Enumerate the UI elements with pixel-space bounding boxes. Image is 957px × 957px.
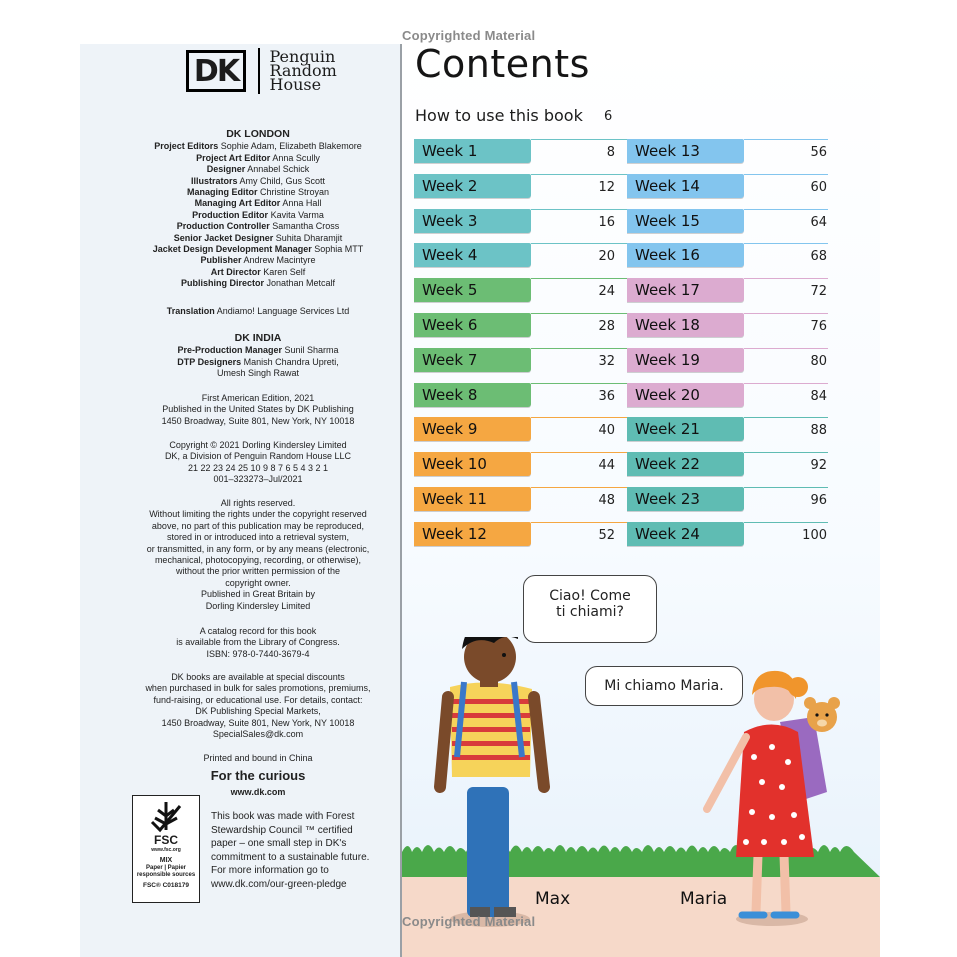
week-tab [414,209,531,233]
week-entry[interactable] [414,383,628,407]
credit-names: Sophia MTT [314,244,364,255]
watermark-top: Copyrighted Material [402,28,536,43]
credit-role: Designer [206,164,246,175]
week-page-number: 40 [598,423,615,439]
credit-row [118,176,398,187]
text-line: 1450 Broadway, Suite 801, New York, NY 10018 [161,717,355,728]
week-tab [414,522,531,546]
week-entry[interactable] [627,313,828,337]
week-tab [414,383,531,407]
week-rule [531,383,628,384]
credits-london [118,129,398,290]
special-sales-info [118,672,398,740]
credit-role: Project Editors [154,141,219,152]
week-page-number: 48 [598,493,615,508]
text-line: DK books are available at special discounts [171,672,345,682]
week-entry[interactable] [414,452,628,476]
fsc-logo: FSC www.fsc.org MIX Paper | Papier responsible sources FSC® C018179 [132,795,200,903]
week-rule [744,417,828,418]
text-line: ISBN: 978-0-7440-3679-4 [206,648,310,659]
week-page-number: 64 [810,214,827,230]
name-maria: Maria [680,889,728,909]
credit-names: Samantha Cross [272,221,340,232]
credit-row [118,255,398,266]
week-rule [744,383,828,384]
credit-names: Annabel Schick [247,164,310,175]
week-entry[interactable] [414,522,628,546]
week-rule [744,452,828,453]
week-rule [531,243,628,244]
credit-names: Jonathan Metcalf [266,278,336,289]
week-label: Week 1 [422,142,478,160]
credit-names: Sunil Sharma [284,345,339,356]
credit-row [118,233,398,244]
credit-row [118,221,398,232]
week-tab [414,174,531,198]
week-rule [744,522,828,523]
credit-row [118,164,398,175]
credit-role: Art Director [210,266,261,277]
credit-role: Senior Jacket Designer [173,232,274,243]
text-line: 21 22 23 24 25 10 9 8 7 6 5 4 3 2 1 [187,462,329,473]
week-page-number: 60 [810,179,827,195]
catalog-info [118,626,398,660]
week-tab [627,487,744,511]
week-page-number: 8 [606,145,615,160]
page-title: Contents [415,42,590,86]
week-rule [531,278,628,279]
week-tab [414,243,531,267]
name-max: Max [535,889,571,909]
week-rule [744,174,828,175]
credit-names: Suhita Dharamjit [275,232,343,243]
week-page-number: 28 [598,319,615,334]
credit-row [118,187,398,198]
week-label: Week 20 [635,385,700,404]
credit-role: Production Controller [176,221,270,232]
week-label: Week 21 [635,420,700,439]
credit-role: Pre-Production Manager [177,345,282,356]
week-tab [414,452,531,476]
week-label: Week 11 [422,490,487,508]
week-rule [531,209,628,210]
text-line: All rights reserved. [220,498,296,508]
text-line: when purchased in bulk for sales promotions, premiums, [145,683,371,694]
week-entry[interactable] [414,139,628,163]
week-entry[interactable] [627,243,828,267]
week-label: Week 7 [422,350,478,369]
text-line: is available from the Library of Congress. [176,637,340,648]
credit-names: Karen Self [263,266,306,277]
week-page-number: 92 [810,458,827,474]
week-page-number: 44 [598,458,615,474]
week-label: Week 3 [422,211,478,230]
week-tab [414,278,531,302]
week-label: Week 18 [635,316,700,334]
credit-names: Sophie Adam, Elizabeth Blakemore [220,141,362,152]
rights-info [118,498,398,612]
credit-row [118,267,398,278]
text-line: Dorling Kindersley Limited [205,600,311,611]
week-rule [744,348,828,349]
week-label: Week 23 [635,490,700,508]
text-line: or transmitted, in any form, or by any means (electronic, [146,543,370,554]
week-page-number: 52 [598,527,615,543]
week-page-number: 56 [810,145,827,160]
credit-role: Production Editor [192,209,269,220]
website: www.dk.com [230,787,286,797]
week-page-number: 100 [802,527,827,543]
text-line: copyright owner. [225,577,291,588]
week-label: Week 14 [635,176,700,195]
week-label: Week 22 [635,455,700,474]
green-pledge-text [211,810,391,892]
week-entry[interactable] [627,174,828,198]
week-entry[interactable] [414,278,628,302]
week-label: Week 4 [422,246,478,265]
week-rule [531,139,628,140]
credit-names: Christine Stroyan [259,187,330,198]
week-rule [531,487,628,488]
week-rule [744,209,828,210]
text-line: Stewardship Council ™ certified [211,824,353,836]
credit-row [118,244,398,255]
week-tab [627,243,744,267]
week-label: Week 17 [635,281,700,300]
week-tab [627,209,744,233]
week-page-number: 16 [598,214,615,230]
week-label: Week 15 [635,211,700,230]
speech-bubble-maria: Mi chiamo Maria. [585,666,743,706]
text-line: A catalog record for this book [199,626,317,636]
week-tab [627,278,744,302]
week-rule [531,452,628,453]
speech-bubble-max: Ciao! Come ti chiami? [523,575,657,643]
week-page-number: 88 [810,423,827,439]
credit-role: Managing Art Editor [194,198,281,209]
howto-label: How to use this book [415,106,583,125]
text-line: stored in or introduced into a retrieval system, [166,532,350,543]
week-tab [627,452,744,476]
week-tab [627,383,744,407]
credit-role: Illustrators [190,175,238,186]
week-page-number: 96 [810,493,827,508]
text-line: commitment to a sustainable future. [211,851,370,863]
credit-names: Andrew Macintyre [243,255,316,266]
text-line: mechanical, photocopying, recording, or otherwise), [154,555,362,566]
week-label: Week 8 [422,385,478,404]
text-line: Published in the United States by DK Publishing [162,404,354,415]
text-line: www.dk.com/our-green-pledge [211,878,347,890]
credit-row [118,141,398,152]
week-page-number: 84 [810,388,827,404]
credit-role: Publishing Director [180,278,264,289]
text-line: Published in Great Britain by [200,589,316,600]
week-tab [414,348,531,372]
week-entry[interactable] [414,487,628,511]
credits-india: DK INDIA Pre-Production Manager Sunil Sharma DTP Designers Manish Chandra Upreti, Umesh Singh Rawat [118,333,398,380]
credit-role: Publisher [200,255,242,266]
week-entry[interactable] [414,209,628,233]
credit-names: Manish Chandra Upreti, [243,356,339,367]
text-line: Without limiting the rights under the copyright reserved [149,509,367,520]
week-entry[interactable] [627,278,828,302]
dk-london-heading: DK LONDON [226,128,290,140]
week-rule [744,278,828,279]
text-line: Copyright © 2021 Dorling Kindersley Limited [169,440,347,450]
week-tab [414,487,531,511]
text-line: 1450 Broadway, Suite 801, New York, NY 10018 [161,415,355,426]
week-label: Week 2 [422,176,478,195]
week-rule [744,139,828,140]
credit-role: DTP Designers [177,356,242,367]
dk-india-heading: DK INDIA [234,332,282,344]
week-label: Week 24 [635,524,700,543]
credit-row [118,278,398,289]
week-tab [627,522,744,546]
week-label: Week 13 [635,142,700,160]
credit-role: Project Art Editor [196,152,271,163]
credit-names: Anna Scully [272,152,320,163]
penguin-random-house-logo: Penguin Random House [269,47,337,94]
week-page-number: 36 [598,388,615,404]
week-entry[interactable] [627,522,828,546]
credit-names: Anna Hall [282,198,322,209]
text-line: paper – one small step in DK's [211,838,347,850]
dk-prh-logo [186,48,337,94]
credit-row [118,357,398,368]
week-page-number: 20 [598,249,615,265]
week-rule [744,487,828,488]
week-entry[interactable] [627,209,828,233]
week-entry[interactable] [627,348,828,372]
credit-role: Jacket Design Development Manager [152,244,312,255]
text-line: fund-raising, or educational use. For details, contact: [153,694,363,705]
week-entry[interactable] [414,243,628,267]
week-rule [744,243,828,244]
credit-row [118,210,398,221]
week-label: Week 16 [635,246,700,265]
dk-logo: DK [186,50,246,92]
credit-row [118,153,398,164]
week-tab [414,139,531,163]
week-entry[interactable] [627,417,828,441]
week-rule [531,522,628,523]
printed-info: Printed and bound in China [203,753,313,763]
text-line: 001–323273–Jul/2021 [213,474,303,485]
text-line: above, no part of this publication may be reproduced, [151,520,365,531]
howto-page: 6 [604,109,613,124]
week-entry[interactable] [627,487,828,511]
credit-role: Managing Editor [186,187,258,198]
week-entry[interactable] [627,452,828,476]
week-rule [531,313,628,314]
credit-names: Kavita Varma [270,209,324,220]
week-page-number: 12 [598,179,615,195]
credit-row [118,345,398,356]
week-tab [627,313,744,337]
credit-row [118,198,398,209]
week-rule [744,313,828,314]
week-label: Week 19 [635,350,700,369]
week-label: Week 6 [422,316,478,334]
text-line: DK, a Division of Penguin Random House LLC [164,451,352,462]
week-tab [627,417,744,441]
week-label: Week 12 [422,524,487,543]
copyright-info [118,440,398,486]
credits-translation: Translation Andiamo! Language Services Ltd [166,306,350,316]
credit-names: Amy Child, Gus Scott [239,175,326,186]
week-tab [627,139,744,163]
week-page-number: 32 [598,353,615,369]
watermark-bottom: Copyrighted Material [402,914,536,929]
text-line: without the prior written permission of the [175,566,341,577]
week-page-number: 76 [810,319,827,334]
text-line: This book was made with Forest [211,811,355,822]
week-page-number: 68 [810,249,827,265]
text-line: First American Edition, 2021 [201,393,315,403]
text-line: DK Publishing Special Markets, [195,706,321,717]
week-entry[interactable] [627,383,828,407]
tree-check-icon [146,800,186,834]
week-tab [627,348,744,372]
text-line: SpecialSales@dk.com [212,729,304,740]
week-rule [531,174,628,175]
week-entry[interactable] [414,174,628,198]
week-rule [531,417,628,418]
week-label: Week 10 [422,455,487,474]
week-page-number: 80 [810,353,827,369]
week-tab [414,313,531,337]
text-line: For more information go to [211,865,329,877]
week-entry[interactable] [414,348,628,372]
week-page-number: 24 [598,284,615,300]
week-entry[interactable] [414,313,628,337]
week-rule [531,348,628,349]
for-the-curious: For the curious [210,768,306,783]
week-page-number: 72 [810,284,827,300]
week-tab [627,174,744,198]
week-label: Week 5 [422,281,478,300]
edition-info [118,393,398,427]
week-entry[interactable] [414,417,628,441]
week-label: Week 9 [422,420,478,439]
week-tab [414,417,531,441]
week-entry[interactable] [627,139,828,163]
